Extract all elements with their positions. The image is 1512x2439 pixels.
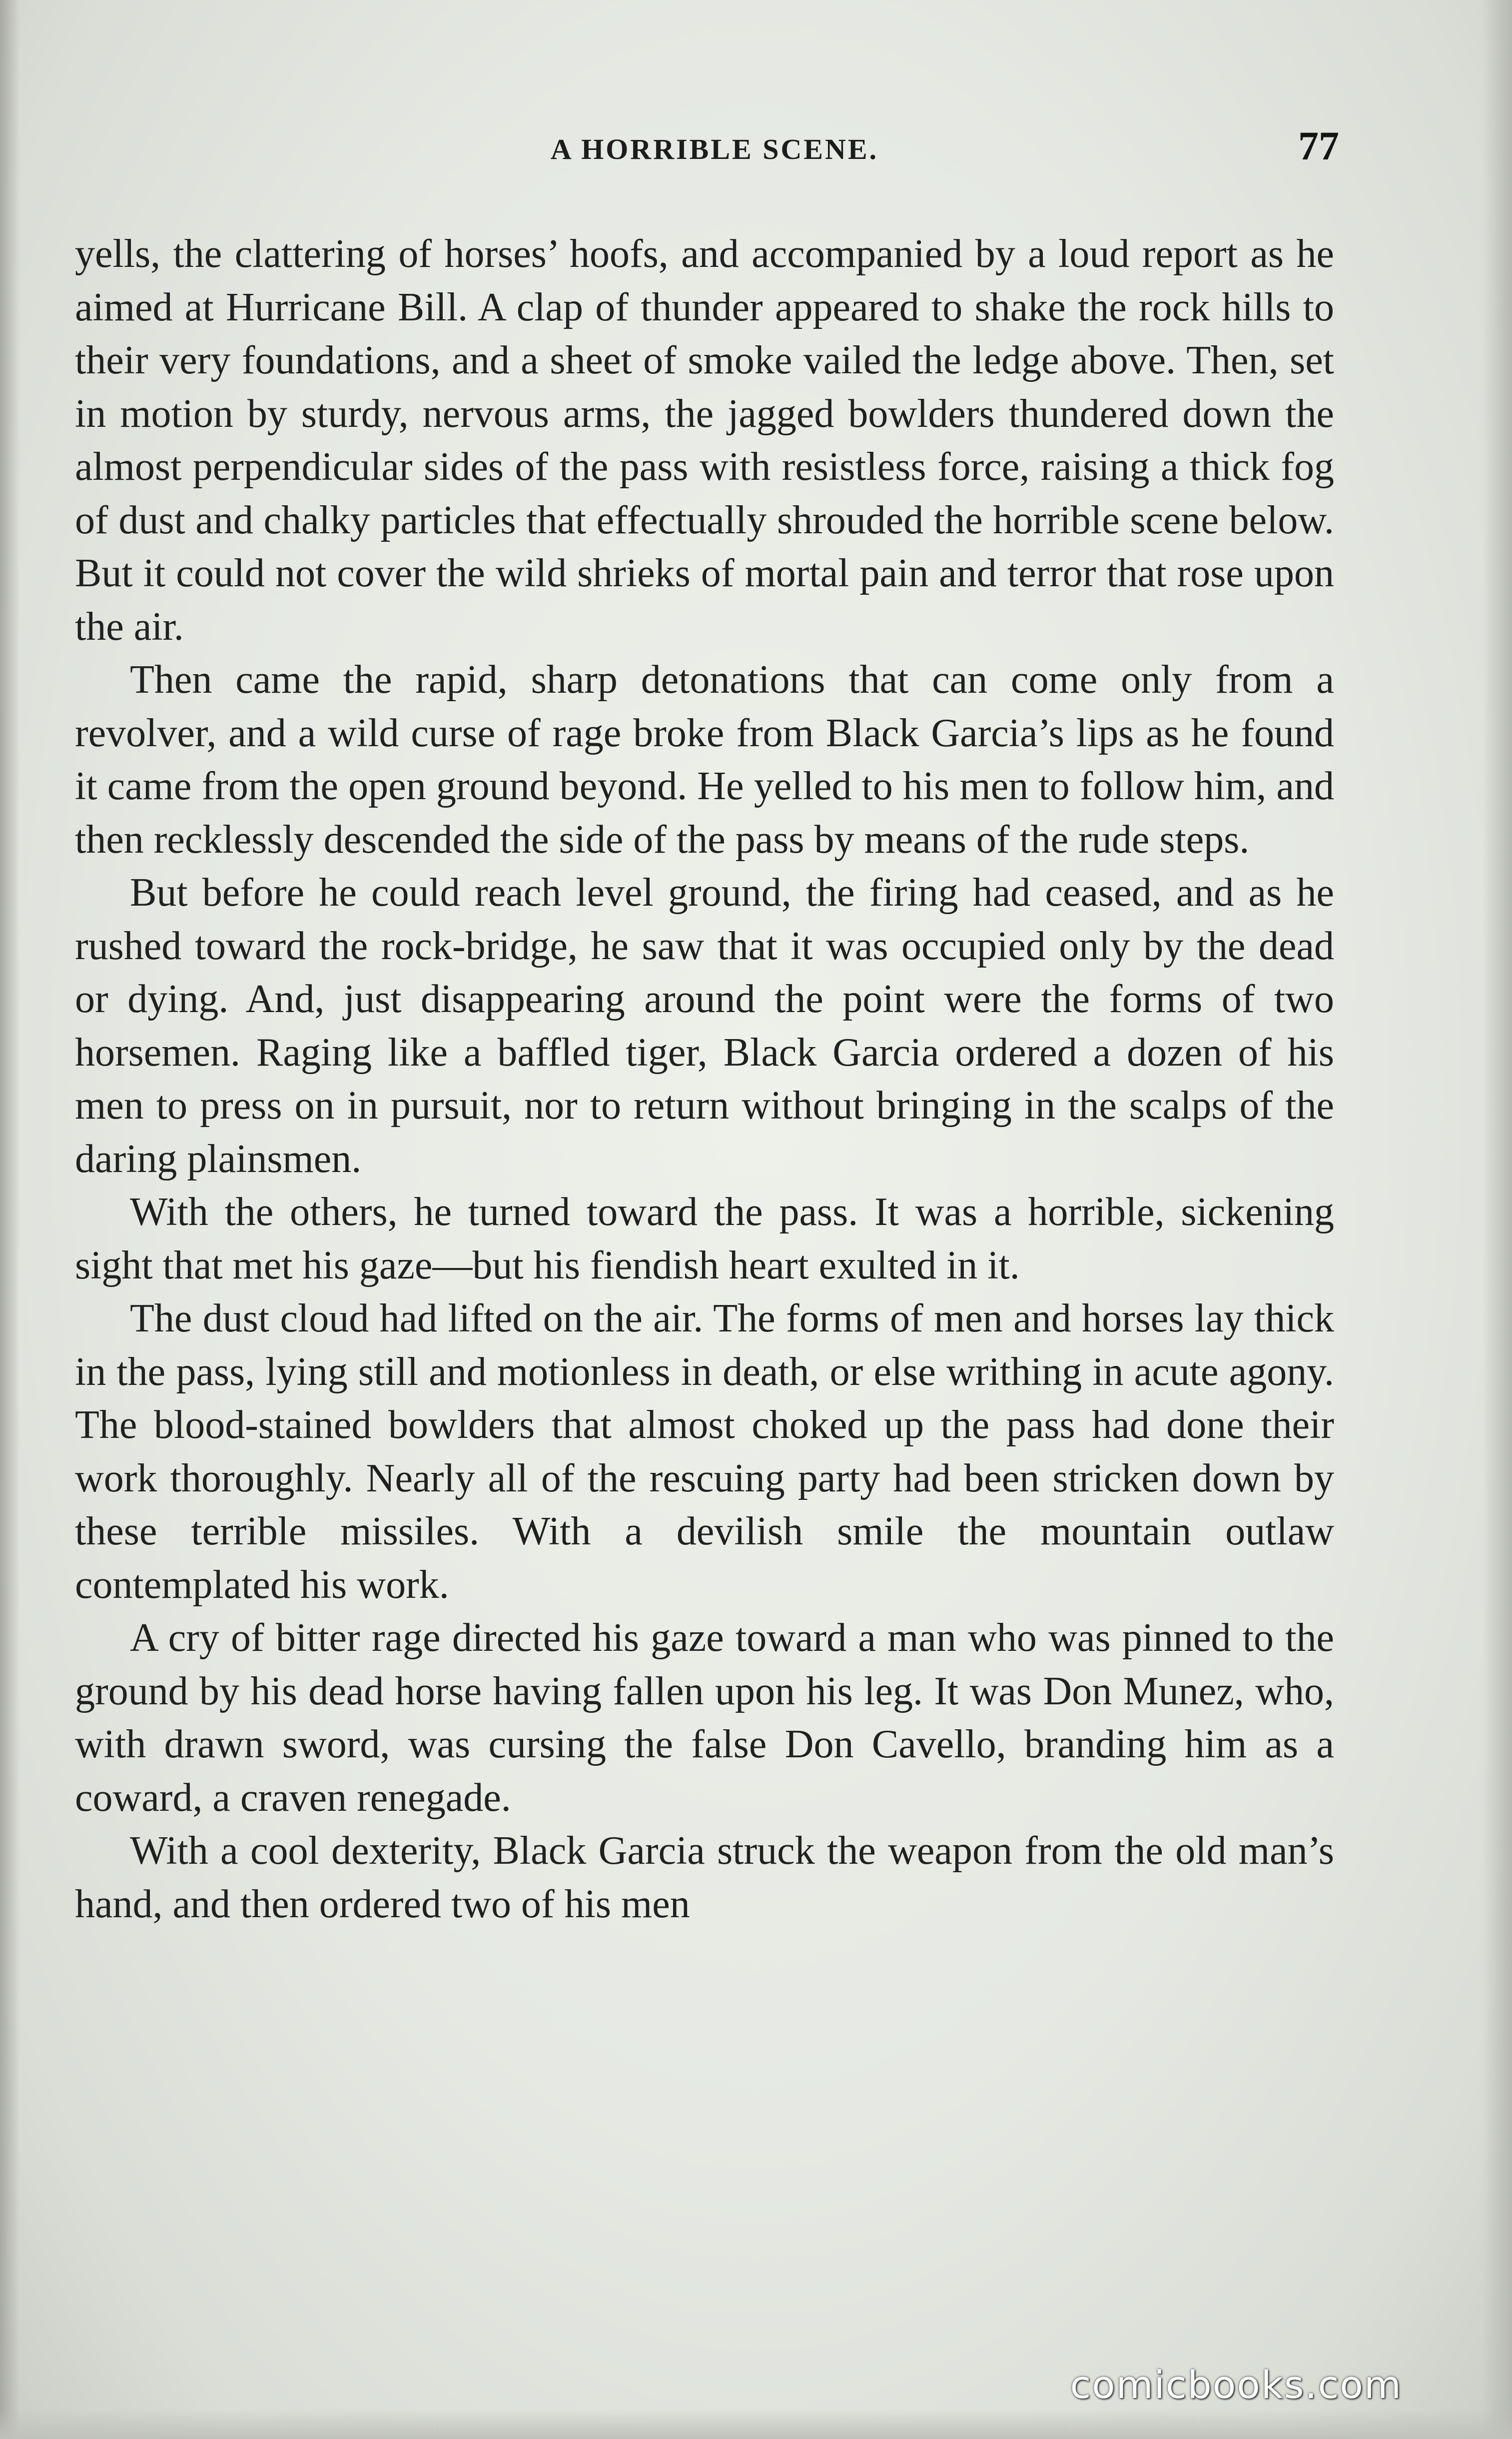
paragraph-2: Then came the rapid, sharp detonations that can come only from a revolver, and a wild curse of rage broke from Black Garcia’s lips as he found it came from the open ground beyond. He yelled to his men to follow him, and then recklessly descended the side of the pass by means of the rude steps. xyxy=(75,658,1334,862)
watermark: comicbooks.com xyxy=(1070,2363,1402,2407)
paragraph-6: A cry of bitter rage directed his gaze toward a man who was pinned to the ground by his dead horse having fallen upon his leg. It was Don Munez, who, with drawn sword, was cursing the false Don Cavello, branding him as a coward, a craven renegade. xyxy=(75,1616,1334,1820)
page-shadow-bottom xyxy=(0,2409,1512,2439)
page-shadow-right xyxy=(1482,0,1512,2439)
running-title: A HORRIBLE SCENE. xyxy=(550,133,879,165)
page-number: 77 xyxy=(1298,123,1339,168)
paragraph-5: The dust cloud had lifted on the air. The forms of men and horses lay thick in the pass, lying still and motionless in death, or else writhing in acute agony. The blood-stained bowlders that almost choked up the pass had done their work thoroughly. Nearly all of the rescuing party had been stricken down by these terrible missiles. With a devilish smile the mountain outlaw contemplated his work. xyxy=(75,1296,1334,1607)
running-head xyxy=(80,123,1349,182)
body-text xyxy=(75,227,1334,1931)
paragraph-4: With the others, he turned toward the pass. It was a horrible, sickening sight that met his gaze—but his fiendish heart exulted in it. xyxy=(75,1190,1334,1287)
paragraph-1: yells, the clattering of horses’ hoofs, and accompanied by a loud report as he aimed at Hurricane Bill. A clap of thunder appeared to shake the rock hills to their very foundations, and a sheet of smoke vailed the ledge above. Then, set in motion by sturdy, nervous arms, the jagged bowlders thundered down the almost perpendicular sides of the pass with resistless force, raising a thick fog of dust and chalky particles that effectually shrouded the horrible scene below. But it could not cover the wild shrieks of mortal pain and terror that rose upon the air. xyxy=(75,232,1334,649)
page-shadow-left xyxy=(0,0,20,2439)
paragraph-7: With a cool dexterity, Black Garcia struck the weapon from the old man’s hand, and then ordered two of his men xyxy=(75,1829,1334,1926)
paragraph-3: But before he could reach level ground, the firing had ceased, and as he rushed toward the rock-bridge, he saw that it was occupied only by the dead or dying. And, just disappearing around the point were the forms of two horsemen. Raging like a baffled tiger, Black Garcia ordered a dozen of his men to press on in pursuit, nor to return without bringing in the scalps of the daring plainsmen. xyxy=(75,871,1334,1181)
